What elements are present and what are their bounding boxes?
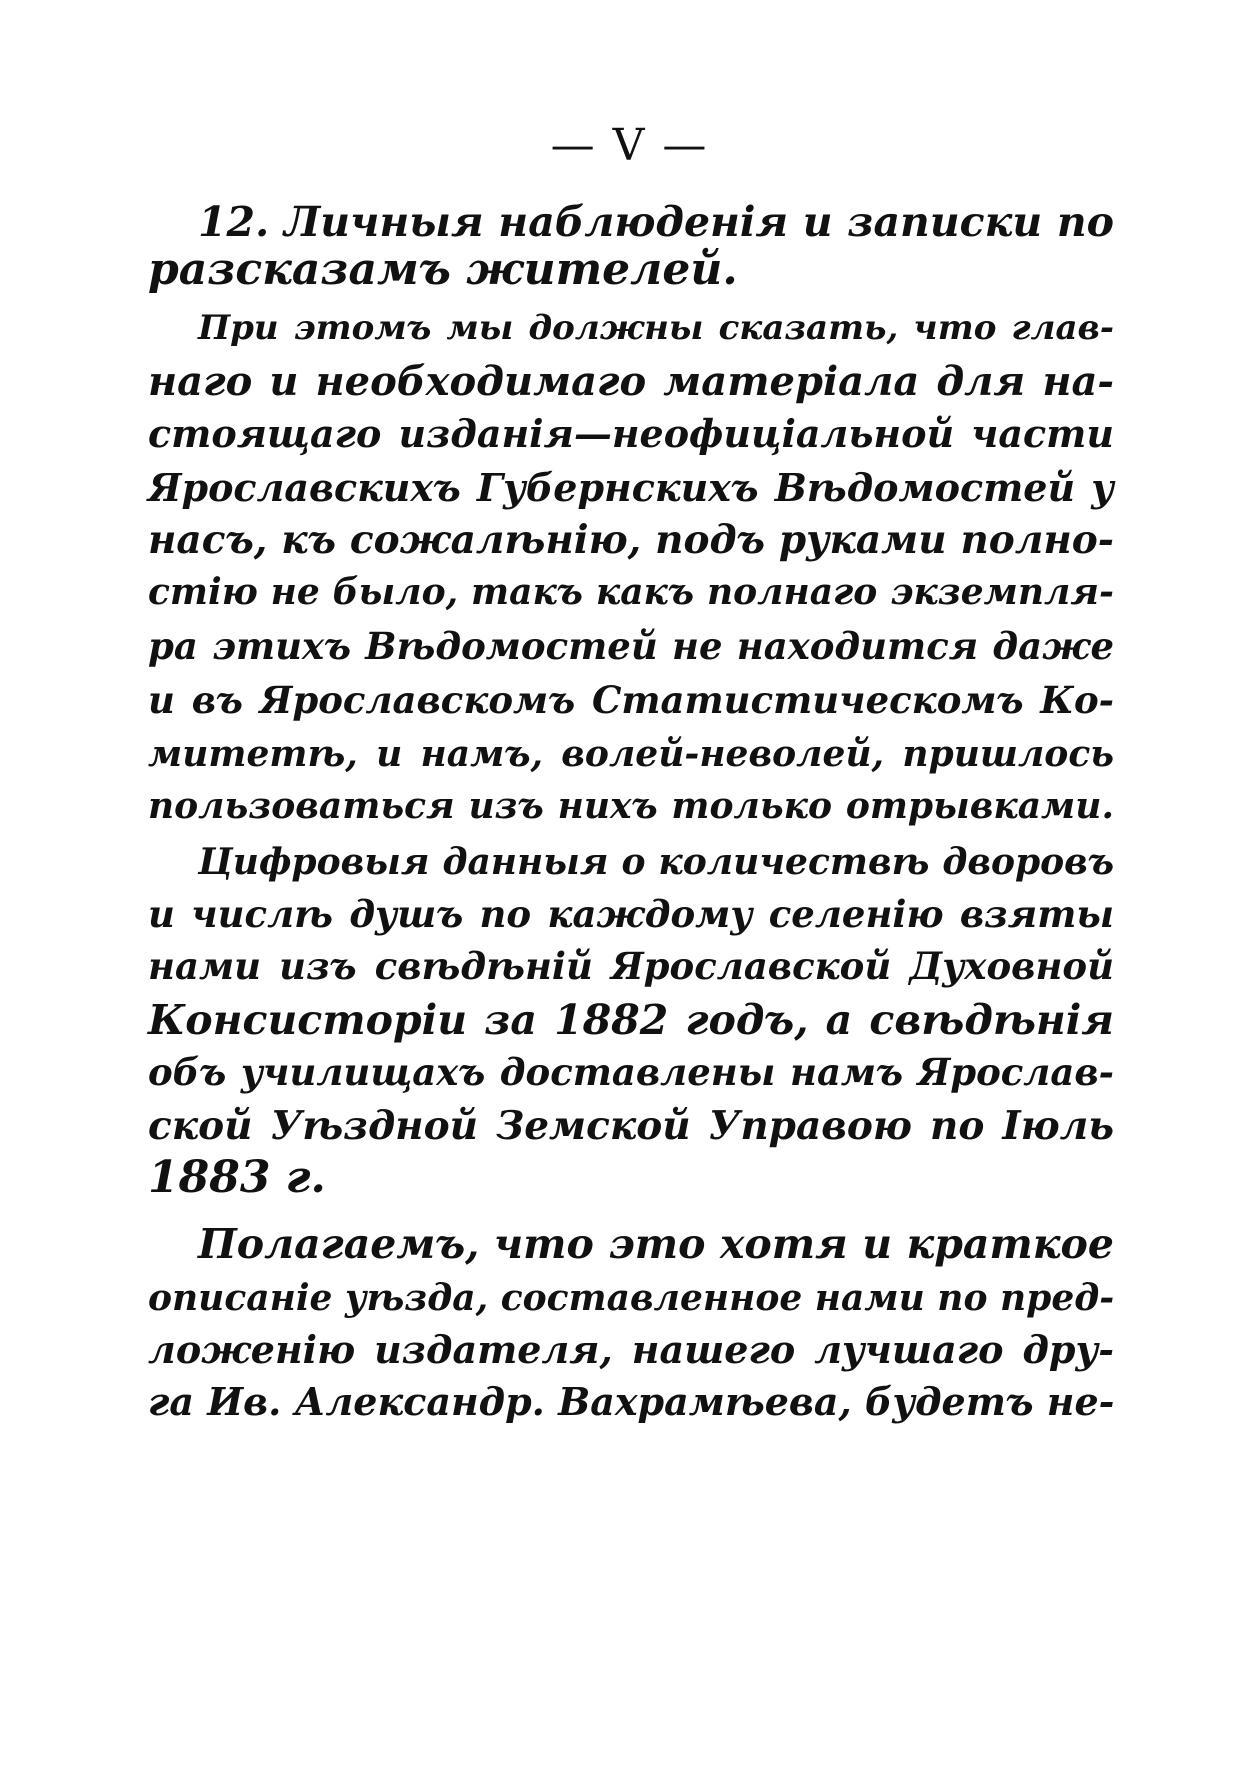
text-line: разсказамъ жителей. (148, 244, 738, 295)
text-line: Ярославскихъ Губернскихъ Вѣдомостей у (148, 465, 1114, 510)
text-line: насъ, къ сожалѣнію, подъ руками полно- (148, 517, 1114, 563)
text-line: пользоваться изъ нихъ только отрывками. (148, 785, 1114, 827)
text-line: наго и необходимаго матеріала для на- (148, 358, 1114, 405)
text-line: ра этихъ Вѣдомостей не находится даже (148, 624, 1114, 668)
text-line: и числѣ душъ по каждому селенію взяты (148, 892, 1114, 936)
text-line: га Ив. Александр. Вахрамѣева, будетъ не- (148, 1379, 1115, 1424)
text-line: При этомъ мы должны сказать, что глав- (198, 308, 1114, 348)
text-line: 12. Личныя наблюденія и записки по (198, 198, 1114, 246)
text-line: Полагаемъ, что это хотя и краткое (198, 1220, 1114, 1268)
text-line: объ училищахъ доставлены намъ Ярослав- (148, 1050, 1114, 1094)
text-line: Консисторіи за 1882 годъ, а свѣдѣнія (148, 996, 1114, 1044)
text-line: нами изъ свѣдѣній Ярославской Духовной (148, 944, 1114, 988)
text-line: и въ Ярославскомъ Статистическомъ Ко- (148, 678, 1114, 722)
text-line: митетѣ, и намъ, волей-неволей, пришлось (148, 733, 1114, 775)
text-line: ской Уѣздной Земской Управою по Іюль (148, 1103, 1114, 1149)
page-number: — V — (550, 120, 709, 171)
text-line: стоящаго изданія—неофиціальной части (148, 411, 1114, 456)
text-line: стію не было, такъ какъ полнаго экземпля- (148, 571, 1114, 613)
text-line: описаніе уѣзда, составленное нами по пред- (148, 1277, 1115, 1319)
text-line: 1883 г. (148, 1152, 326, 1203)
text-line: ложенію издателя, нашего лучшаго дру- (148, 1327, 1114, 1372)
text-line: Цифровыя данныя о количествѣ дворовъ (198, 841, 1114, 883)
